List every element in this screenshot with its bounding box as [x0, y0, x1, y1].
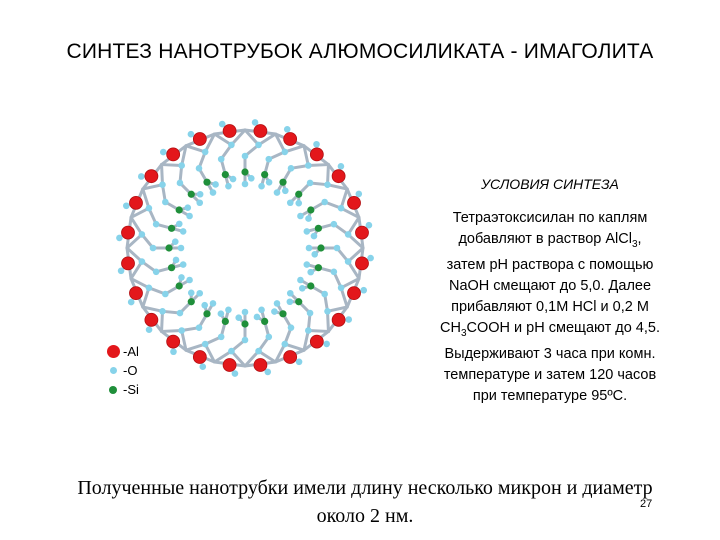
oxygen-atom	[281, 341, 288, 348]
oxygen-atom	[324, 181, 331, 188]
conditions-line: затем pH раствора с помощью	[446, 256, 654, 273]
oxygen-atom	[196, 199, 203, 206]
conditions-line: Выдерживают 3 часа при комн.	[444, 345, 656, 362]
oxygen-atom	[210, 300, 217, 307]
aluminium-atom	[223, 358, 236, 371]
conditions-heading: УСЛОВИЯ СИНТЕЗА	[481, 176, 619, 192]
conditions-line: при температуре 95ºС.	[472, 387, 628, 404]
silicon-atom-icon	[109, 386, 117, 394]
oxygen-atom	[248, 175, 255, 182]
oxygen-atom	[218, 334, 225, 341]
oxygen-atom	[212, 181, 219, 188]
oxygen-atom	[305, 327, 312, 334]
oxygen-atom	[288, 165, 295, 172]
silicon-atom	[188, 191, 195, 198]
silicon-atom	[279, 310, 286, 317]
silicon-atom	[165, 244, 172, 251]
oxygen-atom	[162, 291, 169, 298]
oxygen-atom	[180, 228, 187, 235]
conditions-line: прибавляют 0,1М HCl и 0,2 М	[451, 298, 649, 315]
oxygen-atom	[153, 269, 160, 276]
oxygen-atom	[307, 269, 314, 276]
silicon-atom	[317, 244, 324, 251]
aluminium-atom	[122, 257, 135, 270]
oxygen-atom	[307, 180, 314, 187]
conditions-line: NaOH смещают до 5,0. Далее	[448, 277, 652, 294]
oxygen-atom	[235, 314, 242, 321]
oxygen-atom	[196, 165, 203, 172]
oxygen-atom	[162, 199, 169, 206]
oxygen-atom	[307, 310, 314, 317]
oxygen-atom	[159, 308, 166, 315]
oxygen-atom	[324, 308, 331, 315]
oxygen-atom	[323, 341, 330, 348]
oxygen-atom	[254, 314, 261, 321]
oxygen-atom	[287, 199, 294, 206]
silicon-atom	[295, 298, 302, 305]
silicon-atom	[261, 171, 268, 178]
oxygen-atom	[199, 363, 206, 370]
oxygen-atom	[232, 370, 239, 377]
oxygen-atom	[266, 179, 273, 186]
oxygen-atom	[242, 337, 249, 344]
oxygen-atom	[138, 173, 145, 180]
silicon-atom	[222, 318, 229, 325]
oxygen-atom	[297, 213, 304, 220]
oxygen-atom	[296, 359, 303, 366]
silicon-atom	[168, 225, 175, 232]
oxygen-atom	[170, 348, 177, 355]
oxygen-atom	[178, 327, 185, 334]
silicon-atom	[203, 179, 210, 186]
aluminium-atom	[122, 226, 135, 239]
oxygen-atom	[225, 307, 232, 314]
oxygen-atom	[242, 181, 249, 188]
aluminium-atom	[167, 335, 180, 348]
oxygen-atom	[331, 269, 338, 276]
oxygen-atom	[188, 290, 195, 297]
silicon-atom	[222, 171, 229, 178]
oxygen-atom	[146, 205, 153, 212]
oxygen-atom	[197, 191, 204, 198]
oxygen-atom-icon	[110, 367, 117, 374]
silicon-atom	[295, 191, 302, 198]
footer-text	[40, 474, 690, 530]
oxygen-atom	[172, 238, 179, 245]
oxygen-atom	[334, 245, 341, 252]
oxygen-atom	[188, 131, 195, 138]
aluminium-atom	[348, 287, 361, 300]
oxygen-atom	[153, 221, 160, 228]
oxygen-atom	[177, 310, 184, 317]
silicon-atom	[241, 168, 248, 175]
aluminium-atom	[284, 132, 297, 145]
oxygen-atom	[159, 181, 166, 188]
oxygen-atom	[228, 348, 235, 355]
aluminium-atom	[310, 148, 323, 161]
aluminium-atom	[145, 313, 158, 326]
aluminium-atom	[332, 313, 345, 326]
oxygen-atom	[258, 307, 265, 314]
oxygen-atom	[186, 213, 193, 220]
oxygen-atom	[367, 255, 374, 262]
aluminium-atom	[193, 351, 206, 364]
slide-title: СИНТЕЗ НАНОТРУБОК АЛЮМОСИЛИКАТА - ИМАГОЛИТА	[66, 40, 654, 63]
aluminium-atom	[254, 358, 267, 371]
legend-item-si: -Si	[107, 380, 139, 399]
silicon-atom	[176, 206, 183, 213]
oxygen-atom	[311, 251, 318, 258]
oxygen-atom	[242, 309, 249, 316]
oxygen-atom	[282, 187, 289, 194]
oxygen-atom	[128, 299, 135, 306]
oxygen-atom	[230, 176, 237, 183]
oxygen-atom	[177, 180, 184, 187]
oxygen-atom	[304, 228, 311, 235]
oxygen-atom	[146, 284, 153, 291]
conditions-line: добавляют в раствор AlCl$_3$,	[458, 231, 642, 250]
footer-line: Полученные нанотрубки имели длину несколько микрон и диаметр	[77, 477, 653, 499]
oxygen-atom	[225, 183, 232, 190]
silicon-atom	[279, 179, 286, 186]
atom-legend	[107, 342, 139, 399]
oxygen-atom	[255, 348, 262, 355]
oxygen-atom	[338, 205, 345, 212]
oxygen-atom	[288, 324, 295, 331]
aluminium-atom	[348, 196, 361, 209]
oxygen-atom	[139, 231, 146, 238]
imogolite-nanotube-model	[110, 118, 380, 378]
oxygen-atom	[297, 277, 304, 284]
conditions-line: температуре и затем 120 часов	[443, 366, 657, 383]
page-number: 27	[640, 498, 653, 510]
aluminium-atom	[193, 132, 206, 145]
oxygen-atom	[173, 257, 180, 264]
oxygen-atom	[266, 334, 273, 341]
oxygen-atom	[139, 258, 146, 265]
oxygen-atom	[186, 277, 193, 284]
silicon-atom	[176, 282, 183, 289]
aluminium-atom	[355, 226, 368, 239]
silicon-atom	[241, 320, 248, 327]
aluminium-atom	[129, 196, 142, 209]
oxygen-atom	[218, 156, 225, 163]
oxygen-atom	[150, 245, 157, 252]
oxygen-atom	[284, 126, 291, 133]
aluminium-atom	[167, 148, 180, 161]
oxygen-atom	[218, 310, 225, 317]
oxygen-atom	[360, 287, 367, 294]
aluminium-atom	[310, 335, 323, 348]
oxygen-atom	[184, 204, 191, 211]
oxygen-atom	[331, 221, 338, 228]
oxygen-atom	[116, 235, 123, 242]
oxygen-atom	[305, 162, 312, 169]
oxygen-atom	[178, 274, 185, 281]
oxygen-atom	[160, 149, 167, 156]
aluminium-atom	[129, 287, 142, 300]
oxygen-atom	[180, 261, 187, 268]
oxygen-atom	[178, 245, 185, 252]
aluminium-atom	[223, 125, 236, 138]
aluminium-atom	[145, 170, 158, 183]
silicon-atom	[315, 264, 322, 271]
oxygen-atom	[201, 302, 208, 309]
oxygen-atom	[252, 119, 259, 126]
oxygen-atom	[176, 221, 183, 228]
aluminium-atom-icon	[107, 345, 120, 358]
footer-line: около 2 нм.	[316, 505, 414, 527]
silicon-atom	[307, 282, 314, 289]
oxygen-atom	[123, 202, 130, 209]
oxygen-atom	[295, 200, 302, 207]
oxygen-atom	[202, 341, 209, 348]
oxygen-atom	[305, 215, 312, 222]
oxygen-atom	[345, 231, 352, 238]
oxygen-atom	[299, 285, 306, 292]
oxygen-atom	[274, 189, 281, 196]
aluminium-atom	[332, 170, 345, 183]
oxygen-atom	[266, 156, 273, 163]
oxygen-atom	[202, 149, 209, 156]
oxygen-atom	[345, 316, 352, 323]
oxygen-atom	[313, 141, 320, 148]
oxygen-atom	[255, 142, 262, 149]
silicon-atom	[188, 298, 195, 305]
conditions-line: $CH_3COOH$ и pH смещают до 4,5.	[440, 319, 660, 339]
oxygen-atom	[321, 291, 328, 298]
oxygen-atom	[228, 142, 235, 149]
oxygen-atom	[196, 324, 203, 331]
silicon-atom	[261, 318, 268, 325]
conditions-line: Тетраэтоксисилан по каплям	[452, 210, 648, 226]
oxygen-atom	[338, 284, 345, 291]
oxygen-atom	[287, 298, 294, 305]
oxygen-atom	[311, 233, 318, 240]
legend-item-o: -O	[107, 361, 139, 380]
legend-item-al: -Al	[107, 342, 139, 361]
oxygen-atom	[242, 153, 249, 160]
oxygen-atom	[258, 183, 265, 190]
oxygen-atom	[356, 191, 363, 198]
oxygen-atom	[178, 162, 185, 169]
conditions-text	[405, 208, 695, 407]
oxygen-atom	[345, 258, 352, 265]
silicon-atom	[315, 225, 322, 232]
aluminium-atom	[284, 351, 297, 364]
oxygen-atom	[274, 300, 281, 307]
aluminium-atom	[355, 257, 368, 270]
oxygen-atom	[210, 189, 217, 196]
oxygen-atom	[146, 326, 153, 333]
silicon-atom	[203, 310, 210, 317]
oxygen-atom	[306, 245, 313, 252]
silicon-atom	[168, 264, 175, 271]
oxygen-atom	[196, 290, 203, 297]
aluminium-atom	[254, 125, 267, 138]
oxygen-atom	[287, 290, 294, 297]
silicon-atom	[307, 206, 314, 213]
oxygen-atom	[281, 149, 288, 156]
oxygen-atom	[271, 308, 278, 315]
oxygen-atom	[321, 199, 328, 206]
oxygen-atom	[304, 261, 311, 268]
oxygen-atom	[338, 163, 345, 170]
